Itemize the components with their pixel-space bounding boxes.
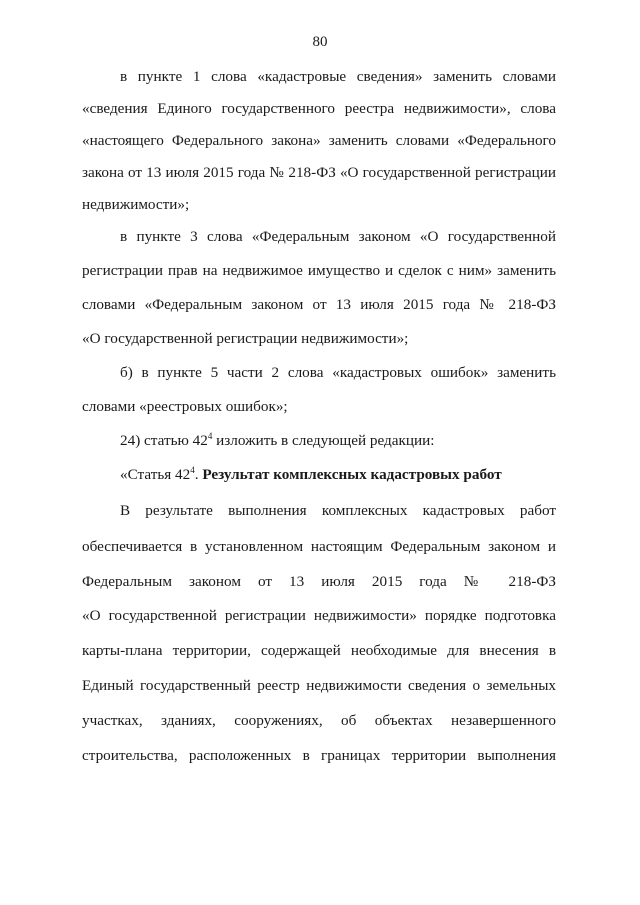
superscript: 4 bbox=[190, 464, 195, 475]
article-title: Результат комплексных кадастровых работ bbox=[202, 466, 502, 483]
text-line: строительства, расположенных в границах территории выполнения bbox=[82, 747, 556, 764]
text-span: 24) статью 42 bbox=[120, 432, 208, 449]
text-line: В результате выполнения комплексных кадастровых работ bbox=[120, 502, 556, 519]
article-instruction bbox=[120, 431, 556, 451]
text-span: . bbox=[194, 466, 203, 483]
text-line: недвижимости»; bbox=[82, 196, 190, 213]
text-line: в пункте 3 слова «Федеральным законом «О государственной bbox=[120, 228, 556, 245]
text-line: регистрации прав на недвижимое имущество и сделок с ним» заменить bbox=[82, 262, 556, 279]
text-line: обеспечивается в установленном настоящим Федеральным законом и bbox=[82, 538, 556, 555]
text-line: б) в пункте 5 части 2 слова «кадастровых ошибок» заменить bbox=[120, 364, 556, 381]
text-line: в пункте 1 слова «кадастровые сведения» заменить словами bbox=[120, 68, 556, 85]
text-line: закона от 13 июля 2015 года № 218-ФЗ «О государственной регистрации bbox=[82, 164, 556, 181]
text-line: участках, зданиях, сооружениях, об объектах незавершенного bbox=[82, 712, 556, 729]
superscript: 4 bbox=[207, 430, 213, 441]
text-line: Единый государственный реестр недвижимости сведения о земельных bbox=[82, 677, 556, 694]
text-span: изложить в следующей редакции: bbox=[212, 432, 435, 449]
article-heading bbox=[120, 465, 556, 485]
text-line: Федеральным законом от 13 июля 2015 года № 218-ФЗ bbox=[82, 573, 556, 590]
text-line: словами «реестровых ошибок»; bbox=[82, 398, 288, 415]
text-line: «сведения Единого государственного реестра недвижимости», слова bbox=[82, 100, 556, 117]
text-line: карты-плана территории, содержащей необходимые для внесения в bbox=[82, 642, 556, 659]
text-span: «Статья 42 bbox=[120, 466, 191, 483]
text-line: «О государственной регистрации недвижимости» порядке подготовка bbox=[82, 607, 556, 624]
text-line: словами «Федеральным законом от 13 июля 2015 года № 218-ФЗ bbox=[82, 296, 556, 313]
text-line: «настоящего Федерального закона» заменить словами «Федерального bbox=[82, 132, 556, 149]
text-line: «О государственной регистрации недвижимости»; bbox=[82, 330, 409, 347]
page-number: 80 bbox=[312, 34, 328, 50]
